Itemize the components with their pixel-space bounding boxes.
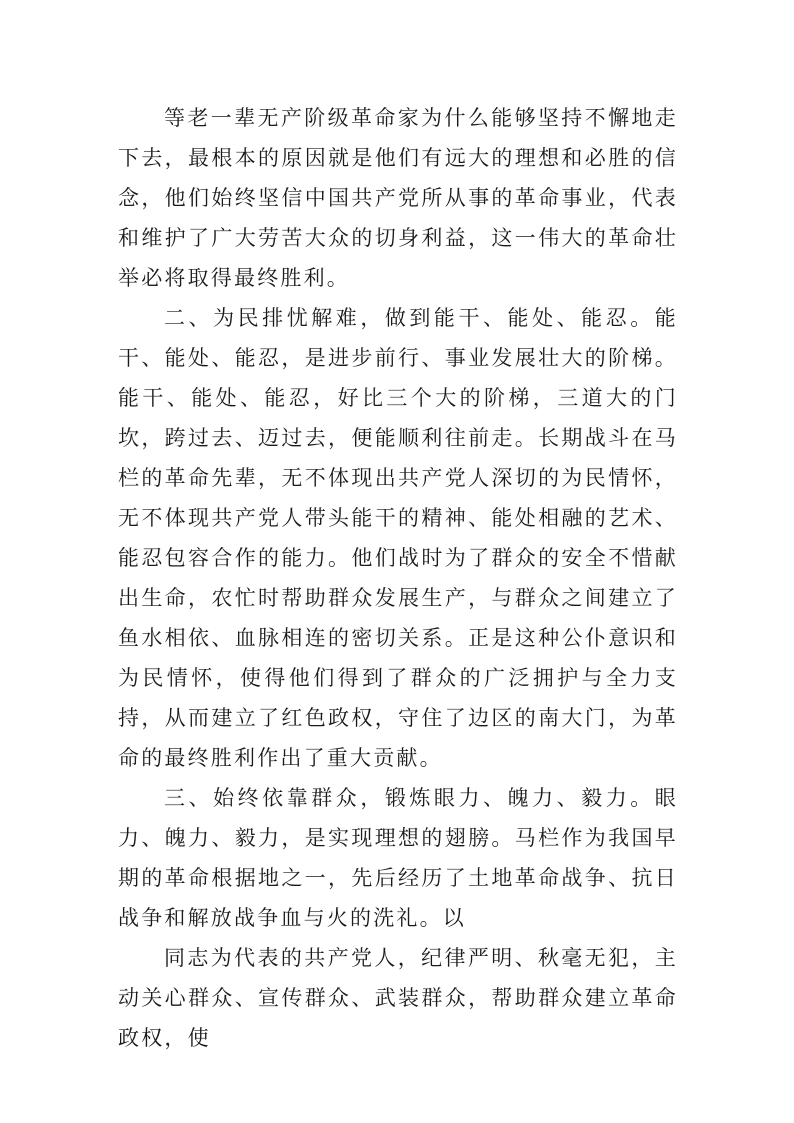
paragraph-section-two: 二、为民排忧解难，做到能干、能处、能忍。能干、能处、能忍，是进步前行、事业发展壮大的阶梯。能干、能处、能忍，好比三个大的阶梯，三道大的门坎，跨过去、迈过去，便能顺利往前走。长期战斗在马栏的革命先辈，无不体现出共产党人深切的为民情怀，无不体现共产党人带头能干的精神、能处相融的艺术、能忍包容合作的能力。他们战时为了群众的安全不惜献出生命，农忙时帮助群众发展生产，与群众之间建立了鱼水相依、血脉相连的密切关系。正是这种公仆意识和为民情怀，使得他们得到了群众的广泛拥护与全力支持，从而建立了红色政权，守住了边区的南大门，为革命的最终胜利作出了重大贡献。 [118, 306, 678, 770]
paragraph-continuation-comrades: 同志为代表的共产党人，纪律严明、秋毫无犯，主动关心群众、宣传群众、武装群众，帮助群众建立革命政权，使 [118, 946, 678, 1050]
document-body [118, 98, 678, 1058]
paragraph-section-three: 三、始终依靠群众，锻炼眼力、魄力、毅力。眼力、魄力、毅力，是实现理想的翅膀。马栏作为我国早期的革命根据地之一，先后经历了土地革命战争、抗日战争和解放战争血与火的洗礼。以 [118, 786, 678, 930]
paragraph-continuation: 等老一辈无产阶级革命家为什么能够坚持不懈地走下去，最根本的原因就是他们有远大的理想和必胜的信念，他们始终坚信中国共产党所从事的革命事业，代表和维护了广大劳苦大众的切身利益，这一伟大的革命壮举必将取得最终胜利。 [118, 106, 678, 290]
